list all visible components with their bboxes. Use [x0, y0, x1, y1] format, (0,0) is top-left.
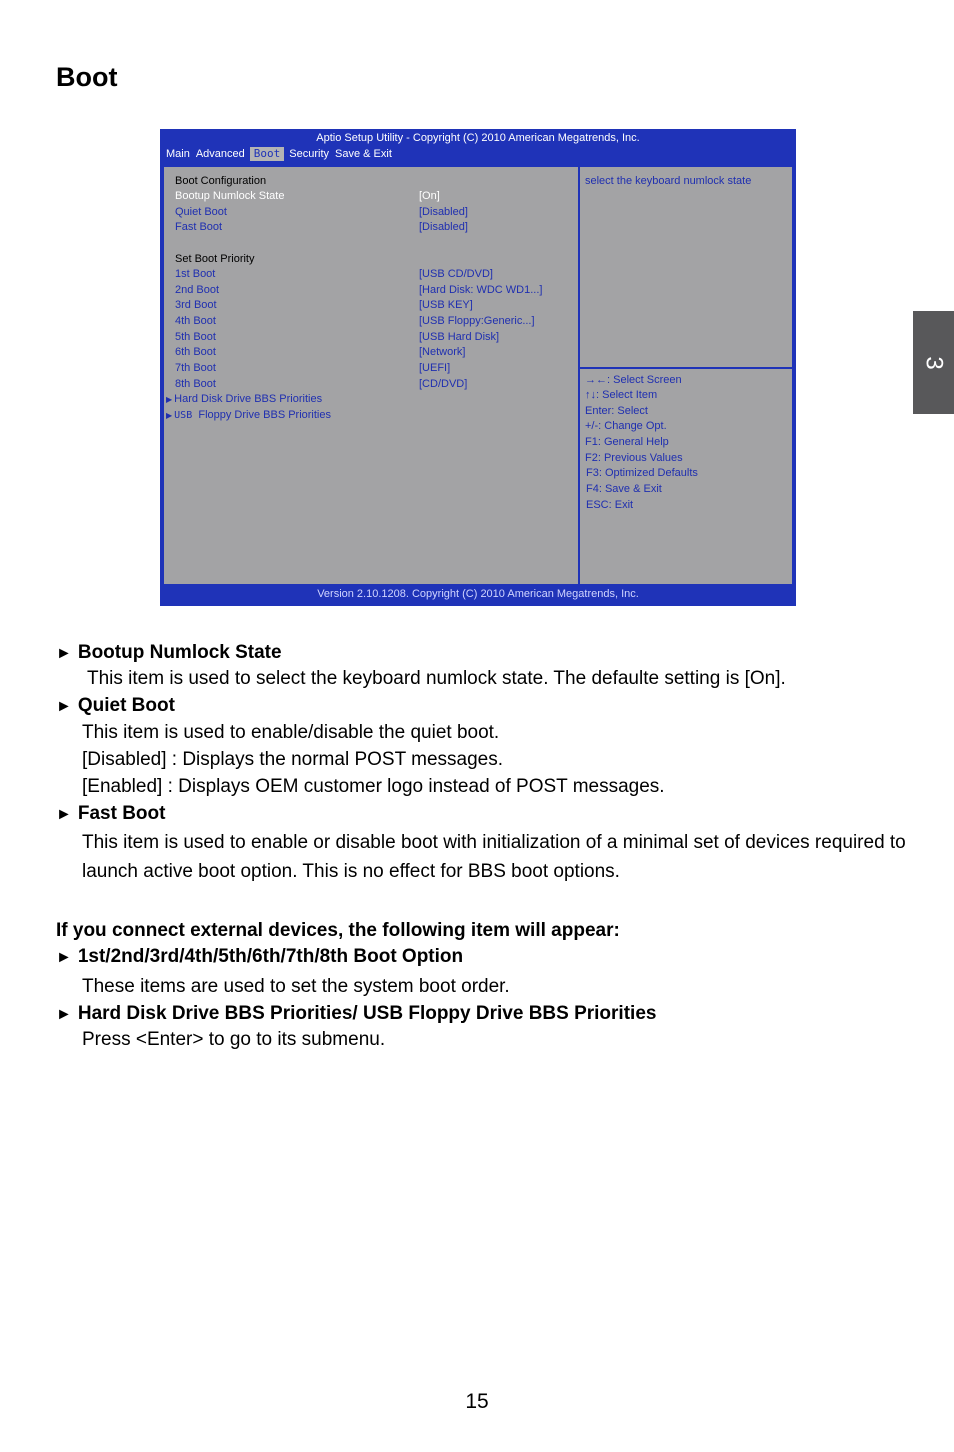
- quiet-boot-enabled-note: [Enabled] : Displays OEM customer logo instead of POST messages.: [82, 776, 665, 797]
- bios-settings-panel: [164, 167, 580, 584]
- boot-2-label[interactable]: 2nd Boot: [175, 284, 220, 296]
- fast-boot-heading: ► Fast Boot: [56, 803, 166, 824]
- key-hint-select-item: ↑↓: Select Item: [585, 389, 658, 401]
- boot-5-value[interactable]: [USB Hard Disk]: [419, 331, 500, 343]
- boot-option-description: These items are used to set the system boot order.: [82, 976, 510, 997]
- tab-boot[interactable]: Boot: [250, 147, 285, 161]
- submenu-arrow-icon: ▶: [166, 395, 173, 404]
- quiet-boot-label[interactable]: Quiet Boot: [175, 206, 227, 218]
- external-devices-heading: If you connect external devices, the following item will appear:: [56, 920, 620, 941]
- key-hint-esc: ESC: Exit: [586, 499, 634, 511]
- boot-4-value[interactable]: [USB Floppy:Generic...]: [419, 315, 535, 327]
- key-hint-enter: Enter: Select: [585, 405, 648, 417]
- numlock-setting-label[interactable]: Bootup Numlock State: [175, 190, 285, 202]
- boot-8-label[interactable]: 8th Boot: [175, 378, 216, 390]
- page-number: 15: [465, 1390, 489, 1413]
- quiet-boot-value[interactable]: [Disabled]: [419, 206, 468, 218]
- quiet-boot-heading: ► Quiet Boot: [56, 695, 175, 716]
- numlock-description: This item is used to select the keyboard numlock state. The defaulte setting is [On].: [87, 668, 786, 689]
- boot-8-value[interactable]: [CD/DVD]: [419, 378, 468, 390]
- usb-prefix: USB: [174, 410, 193, 421]
- bios-body: [162, 165, 794, 586]
- boot-1-label[interactable]: 1st Boot: [175, 268, 216, 280]
- boot-6-value[interactable]: [Network]: [419, 346, 466, 358]
- chapter-tab: [913, 311, 954, 414]
- boot-4-label[interactable]: 4th Boot: [175, 315, 216, 327]
- bullet-arrow-icon: ►: [56, 1006, 72, 1023]
- arrow-left-right-icon: →←: [585, 374, 607, 386]
- hdd-bbs-priorities-label: Hard Disk Drive BBS Priorities: [174, 393, 323, 405]
- key-hint-select-screen: →←: Select Screen: [585, 374, 682, 386]
- key-hint-f4: F4: Save & Exit: [586, 483, 662, 495]
- numlock-setting-value[interactable]: [On]: [419, 190, 440, 202]
- bios-help-panel: [580, 167, 792, 584]
- fast-boot-value[interactable]: [Disabled]: [419, 221, 468, 233]
- tab-security[interactable]: Security: [289, 148, 330, 160]
- boot-7-value[interactable]: [UEFI]: [419, 362, 451, 374]
- quiet-boot-disabled-note: [Disabled] : Displays the normal POST messages.: [82, 749, 503, 770]
- set-boot-priority-heading: Set Boot Priority: [175, 253, 255, 265]
- page-title: Boot: [56, 62, 118, 92]
- fast-boot-description: This item is used to enable or disable boot with initialization of a minimal set of devices required to launch active boot option. This is no effect for BBS boot options.: [82, 832, 906, 882]
- boot-2-value[interactable]: [Hard Disk: WDC WD1...]: [419, 284, 543, 296]
- key-hint-change-opt: +/-: Change Opt.: [585, 420, 667, 432]
- boot-6-label[interactable]: 6th Boot: [175, 346, 216, 358]
- boot-3-label[interactable]: 3rd Boot: [175, 299, 217, 311]
- tab-main[interactable]: Main: [166, 148, 190, 160]
- bios-footer: Version 2.10.1208. Copyright (C) 2010 American Megatrends, Inc.: [317, 588, 639, 600]
- boot-3-value[interactable]: [USB KEY]: [419, 299, 473, 311]
- usb-bbs-priorities-label: Floppy Drive BBS Priorities: [198, 409, 331, 421]
- bullet-arrow-icon: ►: [56, 698, 72, 715]
- arrow-up-down-icon: ↑↓: [585, 389, 596, 401]
- bios-menu-bar: [165, 147, 397, 161]
- usb-bbs-priorities-item[interactable]: [166, 409, 331, 421]
- key-hint-f2: F2: Previous Values: [585, 452, 683, 464]
- quiet-boot-description: This item is used to enable/disable the quiet boot.: [82, 722, 500, 743]
- boot-configuration-heading: Boot Configuration: [175, 175, 267, 187]
- boot-7-label[interactable]: 7th Boot: [175, 362, 216, 374]
- submenu-arrow-icon: ▶: [166, 411, 173, 420]
- help-text: select the keyboard numlock state: [585, 175, 752, 187]
- bios-help-description: [580, 167, 792, 369]
- chapter-number: 3: [920, 355, 948, 370]
- hdd-bbs-priorities-item[interactable]: [166, 393, 322, 405]
- fast-boot-label[interactable]: Fast Boot: [175, 221, 223, 233]
- bullet-arrow-icon: ►: [56, 645, 72, 662]
- boot-5-label[interactable]: 5th Boot: [175, 331, 216, 343]
- bios-screenshot: [160, 129, 796, 606]
- bullet-arrow-icon: ►: [56, 949, 72, 966]
- boot-1-value[interactable]: [USB CD/DVD]: [419, 268, 493, 280]
- bullet-arrow-icon: ►: [56, 806, 72, 823]
- bbs-priorities-description: Press <Enter> to go to its submenu.: [82, 1029, 386, 1050]
- key-hint-f3: F3: Optimized Defaults: [586, 467, 698, 479]
- numlock-heading: ► Bootup Numlock State: [56, 642, 282, 663]
- boot-option-heading: ► 1st/2nd/3rd/4th/5th/6th/7th/8th Boot Option: [56, 946, 464, 967]
- tab-save-exit[interactable]: Save & Exit: [335, 148, 392, 160]
- key-hint-f1: F1: General Help: [585, 436, 669, 448]
- tab-advanced[interactable]: Advanced: [195, 148, 245, 160]
- bios-title: Aptio Setup Utility - Copyright (C) 2010 American Megatrends, Inc.: [316, 132, 640, 144]
- bbs-priorities-heading: ► Hard Disk Drive BBS Priorities/ USB Floppy Drive BBS Priorities: [56, 1003, 657, 1024]
